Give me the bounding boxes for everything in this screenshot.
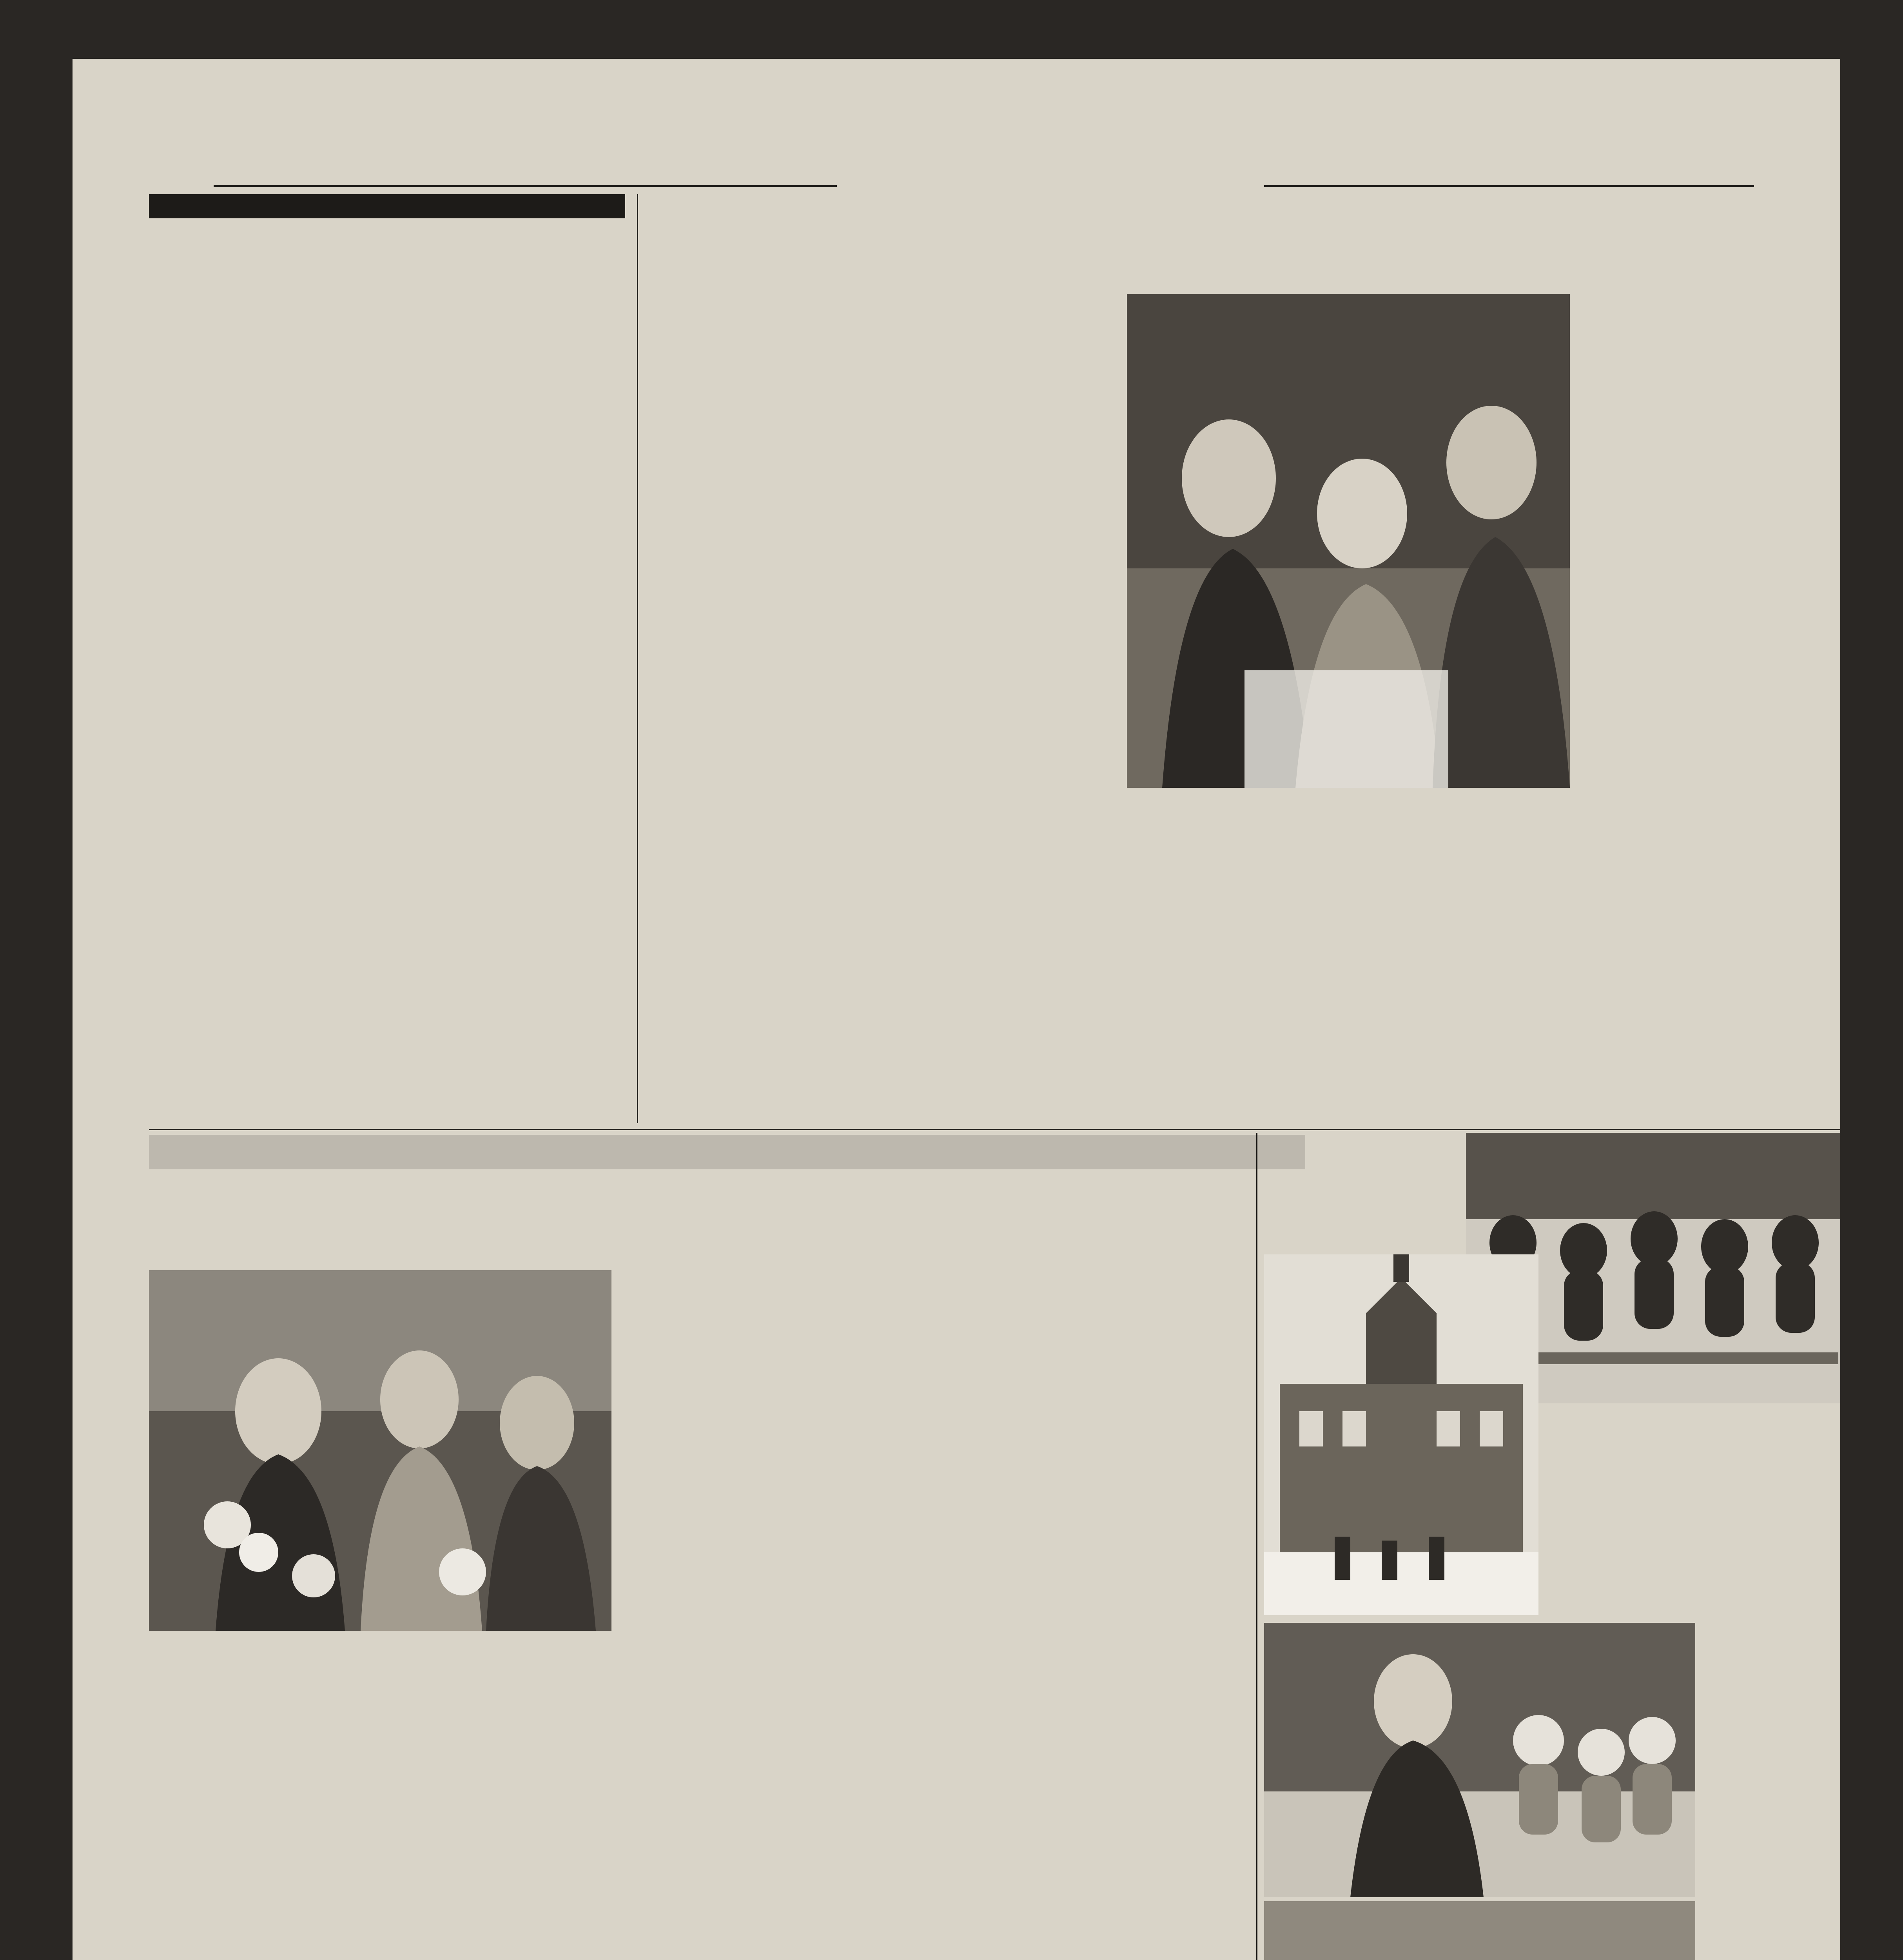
council-column-4 — [853, 1599, 1072, 1960]
article-text — [392, 717, 625, 937]
article-text — [149, 717, 380, 937]
photo-greenhouse-flowers-icon — [149, 1270, 611, 1631]
children-column-1 — [1707, 1505, 1840, 1709]
council-column-3 — [623, 1270, 845, 1960]
article-text — [392, 988, 625, 1117]
photo-orphanage-building-icon — [1264, 1254, 1538, 1615]
feature-column-7 — [1586, 980, 1721, 1123]
council-column-1 — [149, 1635, 378, 1960]
council-column-5 — [853, 1270, 1072, 1595]
article-text — [392, 431, 625, 662]
newspaper-page — [73, 59, 1840, 1960]
article-text — [149, 988, 380, 1117]
feature-column-10 — [1729, 690, 1840, 1125]
article-text — [392, 267, 625, 380]
article-text — [149, 267, 380, 380]
photo-playroom-icon — [1264, 1901, 1695, 1960]
district-press-rubric — [149, 194, 625, 218]
article-text — [149, 431, 380, 662]
feature-column-8 — [1578, 612, 1721, 972]
children-column-2 — [1707, 1713, 1840, 1948]
feature-column-4 — [1131, 800, 1278, 1123]
feature-column-2 — [813, 606, 964, 1123]
photo-three-women-icon — [1127, 294, 1570, 788]
council-column-2 — [386, 1635, 611, 1960]
feature-photo-side-text — [1578, 294, 1721, 604]
feature-intro — [649, 290, 1115, 596]
photo-caregiver-children-icon — [1264, 1623, 1695, 1897]
children-column-3 — [1707, 1952, 1840, 1960]
feature-column-6 — [1433, 800, 1578, 1123]
feature-column-9 — [1729, 294, 1840, 686]
feature-column-3 — [972, 606, 1123, 1123]
feature-column-5 — [1286, 800, 1427, 1123]
feature-column-1 — [649, 606, 805, 1123]
council-rubric — [149, 1135, 1305, 1169]
